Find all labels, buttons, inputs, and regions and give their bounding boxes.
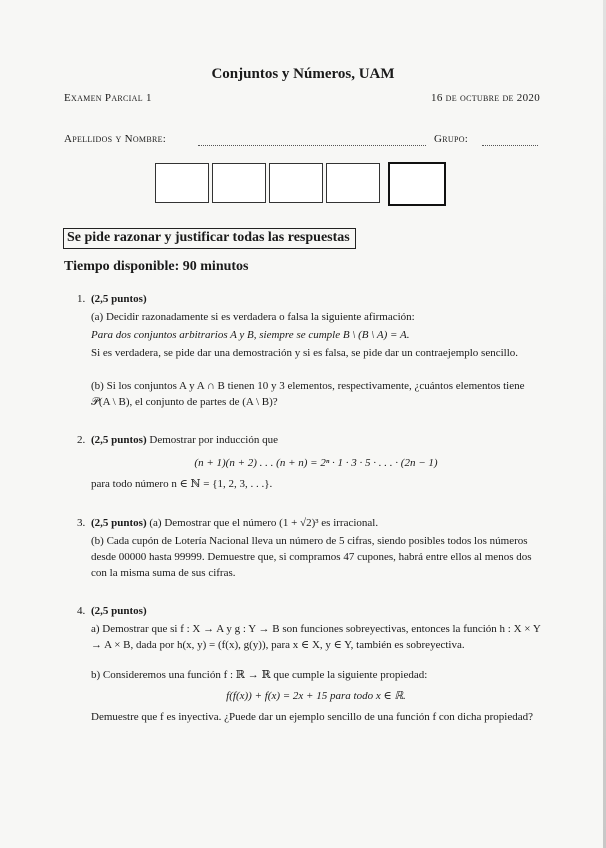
q3-part-a: (2,5 puntos) (a) Demostrar que el número (1 + √2)³ es irracional. xyxy=(91,517,379,529)
name-field-line xyxy=(198,145,426,146)
q1-claim: Para dos conjuntos arbitrarios A y B, siempre se cumple B \ (B \ A) = A. xyxy=(91,329,410,341)
name-label: Apellidos y Nombre: xyxy=(64,133,167,145)
q2-formula: (n + 1)(n + 2) . . . (n + n) = 2ⁿ · 1 · 3 · 5 · . . . · (2n − 1) xyxy=(194,457,438,469)
group-field-line xyxy=(482,145,538,146)
grade-box-1 xyxy=(155,163,209,203)
notice-box: Se pide razonar y justificar todas las respuestas xyxy=(63,228,356,249)
exam-subtitle: Examen Parcial 1 xyxy=(64,92,152,104)
q1-number: 1. xyxy=(77,293,86,305)
q4-part-b-question: Demuestre que f es inyectiva. ¿Puede dar un ejemplo sencillo de una función f con dicha propiedad? xyxy=(91,711,533,723)
grade-box-total xyxy=(388,162,446,206)
q1-points: (2,5 puntos) xyxy=(91,293,147,305)
q1-part-b: (b) Si los conjuntos A y A ∩ B tienen 10 y 3 elementos, respectivamente, ¿cuántos elementos tiene 𝒫(A \ B), el conjunto de partes de (A \ B)? xyxy=(91,380,525,408)
grade-box-4 xyxy=(326,163,380,203)
time-available: Tiempo disponible: 90 minutos xyxy=(64,259,249,274)
exam-date: 16 de octubre de 2020 xyxy=(431,92,540,104)
q1-part-a: (a) Decidir razonadamente si es verdadera o falsa la siguiente afirmación: xyxy=(91,311,415,323)
exam-title: Conjuntos y Números, UAM xyxy=(211,66,395,82)
q4-points: (2,5 puntos) xyxy=(91,605,147,617)
q4-formula: f(f(x)) + f(x) = 2x + 15 para todo x ∈ ℝ. xyxy=(226,690,406,702)
q2-domain: para todo número n ∈ ℕ = {1, 2, 3, . . .}. xyxy=(91,478,273,490)
q2-statement: (2,5 puntos) Demostrar por inducción que xyxy=(91,434,278,446)
q4-part-b: b) Consideremos una función f : ℝ → ℝ que cumple la siguiente propiedad: xyxy=(91,669,428,681)
q1-part-a-instructions: Si es verdadera, se pide dar una demostración y si es falsa, se pide dar un contraejemplo sencillo. xyxy=(91,347,519,359)
group-label: Grupo: xyxy=(434,133,469,145)
q4-number: 4. xyxy=(77,605,86,617)
q4-part-a: a) Demostrar que si f : X → A y g : Y → B son funciones sobreyectivas, entonces la función h : X × Y → A × B, dada por h(x, y) = (f(x), g(y)), para x ∈ X, y ∈ Y, también es sobreyectiva. xyxy=(91,623,541,651)
q3-part-b: (b) Cada cupón de Lotería Nacional lleva un número de 5 cifras, siendo posibles todos los números desde 00000 hasta 99999. Demuestre que, si compramos 47 cupones, habrá entre ellos al menos dos con la misma suma de sus cifras. xyxy=(91,535,532,579)
grade-box-2 xyxy=(212,163,266,203)
q2-number: 2. xyxy=(77,434,86,446)
q3-number: 3. xyxy=(77,517,86,529)
grade-box-3 xyxy=(269,163,323,203)
